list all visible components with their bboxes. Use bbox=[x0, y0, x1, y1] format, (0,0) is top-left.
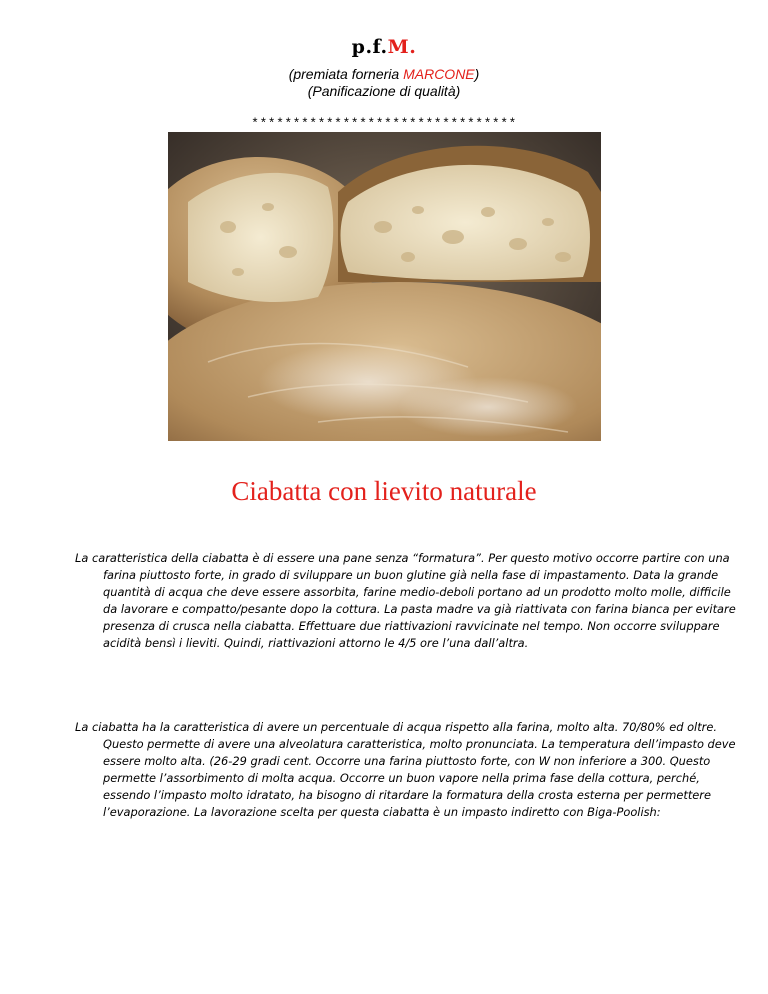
brand-logo bbox=[0, 36, 768, 58]
bakery-name-line bbox=[0, 66, 768, 82]
bakery-brand: MARCONE bbox=[403, 66, 475, 82]
bakery-name-suffix: ) bbox=[474, 66, 480, 82]
bread-photo bbox=[168, 132, 601, 441]
paragraph-1: La caratteristica della ciabatta è di essere una pane senza “formatura”. Per questo motivo occorre partire con una farina piuttosto forte, in grado di sviluppare un buon glutine già nella fase di impastamento. Data la grande quantità di acqua che deve essere assorbita, farine medio-deboli portano ad un prodotto molto molle, difficile da lavorare e compatto/pesante dopo la cottura. La pasta madre va già riattivata con farina bianca per evitare presenza di crusca nella ciabatta. Effettuare due riattivazioni ravvicinate nel tempo. Non occorre sviluppare acidità bensì i lieviti. Quindi, riattivazioni attorno le 4/5 ore l’una dall’altra. bbox=[75, 551, 736, 651]
bakery-name-prefix: (premiata forneria bbox=[288, 66, 404, 82]
recipe-title: Ciabatta con lievito naturale bbox=[231, 476, 537, 506]
logo-prefix: p.f. bbox=[351, 36, 388, 58]
logo-suffix: M. bbox=[387, 36, 417, 58]
separator-stars: ******************************** bbox=[251, 116, 517, 131]
paragraph-2: La ciabatta ha la caratteristica di avere un percentuale di acqua rispetto alla farina, molto alta. 70/80% ed oltre. Questo permette di avere una alveolatura caratteristica, molto pronunciata. La temperatura dell’impasto deve essere molto alta. (26-29 gradi cent. Occorre una farina piuttosto forte, con W non inferiore a 300. Questo permette l’assorbimento di molta acqua. Occorre un buon vapore nella prima fase della cottura, perché, essendo l’impasto molto idratato, ha bisogno di ritardare la formatura della crosta esterna per permettere l’evaporazione. La lavorazione scelta per questa ciabatta è un impasto indiretto con Biga-Poolish: bbox=[75, 720, 736, 820]
bakery-tagline: (Panificazione di qualità) bbox=[307, 83, 461, 99]
